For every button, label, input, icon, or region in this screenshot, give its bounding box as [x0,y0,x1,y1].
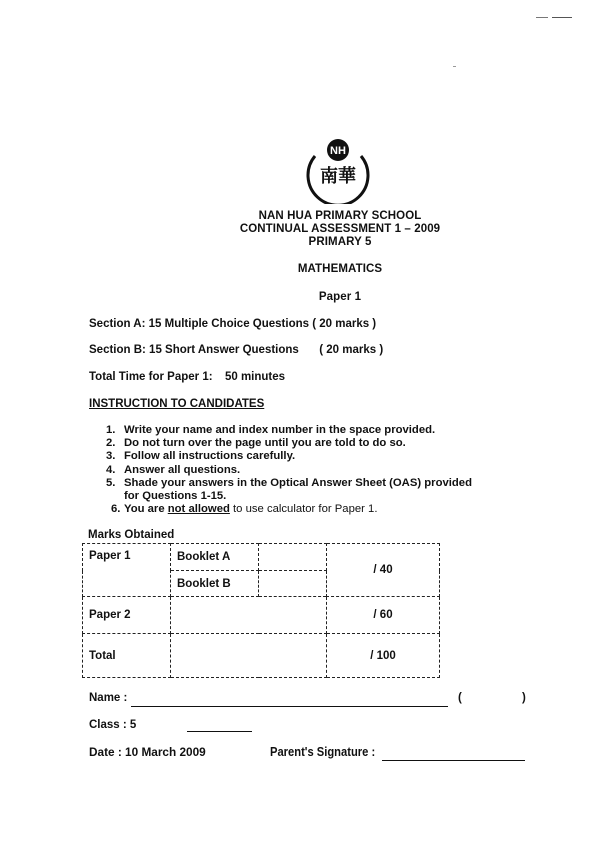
instructions-list [106,424,472,503]
school-logo [303,134,373,204]
paper2-total: / 60 [327,597,440,634]
section-b-label: Section B: 15 Short Answer Questions [89,344,299,356]
instruction-item: 5. Shade your answers in the Optical Answer Sheet (OAS) provided [106,476,472,489]
marks-title: Marks Obtained [88,529,175,541]
section-b [89,344,383,356]
total-time-value: 50 minutes [224,371,286,383]
paper-title: Paper 1 [318,291,362,303]
booklet-a-label: Booklet A [171,544,259,571]
parent-signature-label: Parent's Signature : [270,744,376,759]
scan-speck [536,17,548,18]
parent-signature-field[interactable] [382,760,525,761]
section-b-marks: ( 20 marks ) [319,344,384,356]
marks-table [82,543,440,678]
paper2-label: Paper 2 [83,597,171,634]
booklet-b-label: Booklet B [171,571,259,597]
school-name: NAN HUA PRIMARY SCHOOL [258,210,422,222]
section-a: Section A: 15 Multiple Choice Questions ( 20 marks ) [89,318,377,330]
booklet-a-score [259,544,327,571]
instruction-item: 2. Do not turn over the page until you are told to do so. [106,437,406,450]
instruction-item: 4. Answer all questions. [106,463,241,476]
assessment-title: CONTINUAL ASSESSMENT 1 – 2009 [239,223,441,235]
level: PRIMARY 5 [308,236,372,248]
index-paren-close: ) [522,692,526,704]
total-time-label: Total Time for Paper 1: [89,371,213,383]
date-label: Date : 10 March 2009 [89,745,206,759]
logo-emblem: NH [330,145,346,157]
instructions-title: INSTRUCTION TO CANDIDATES [89,398,265,410]
instruction-item: 3. Follow all instructions carefully. [106,450,296,463]
total-value: / 100 [327,634,440,678]
subject: MATHEMATICS [297,263,383,275]
scan-speck [552,17,572,18]
instruction-item: 1. Write your name and index number in the space provided. [106,424,436,436]
class-field[interactable] [187,731,252,732]
instruction-item-6: 6. You are not allowed to use calculator for Paper 1. [111,503,378,515]
booklet-b-score [259,571,327,597]
paper1-total: / 40 [327,544,440,597]
total-score [171,634,327,678]
paper1-label: Paper 1 [83,544,171,597]
not-allowed-emphasis: not allowed [167,503,230,515]
total-label: Total [83,634,171,678]
scan-speck [453,66,456,67]
name-field[interactable] [131,706,448,707]
name-label: Name : [89,692,128,704]
instruction-item-continuation: for Questions 1-15. [124,490,227,503]
paper2-score [171,597,327,634]
total-time [89,371,285,383]
index-paren-open: ( [458,692,462,704]
logo-chinese-name: 南華 [320,166,356,187]
class-label: Class : 5 [89,719,137,731]
